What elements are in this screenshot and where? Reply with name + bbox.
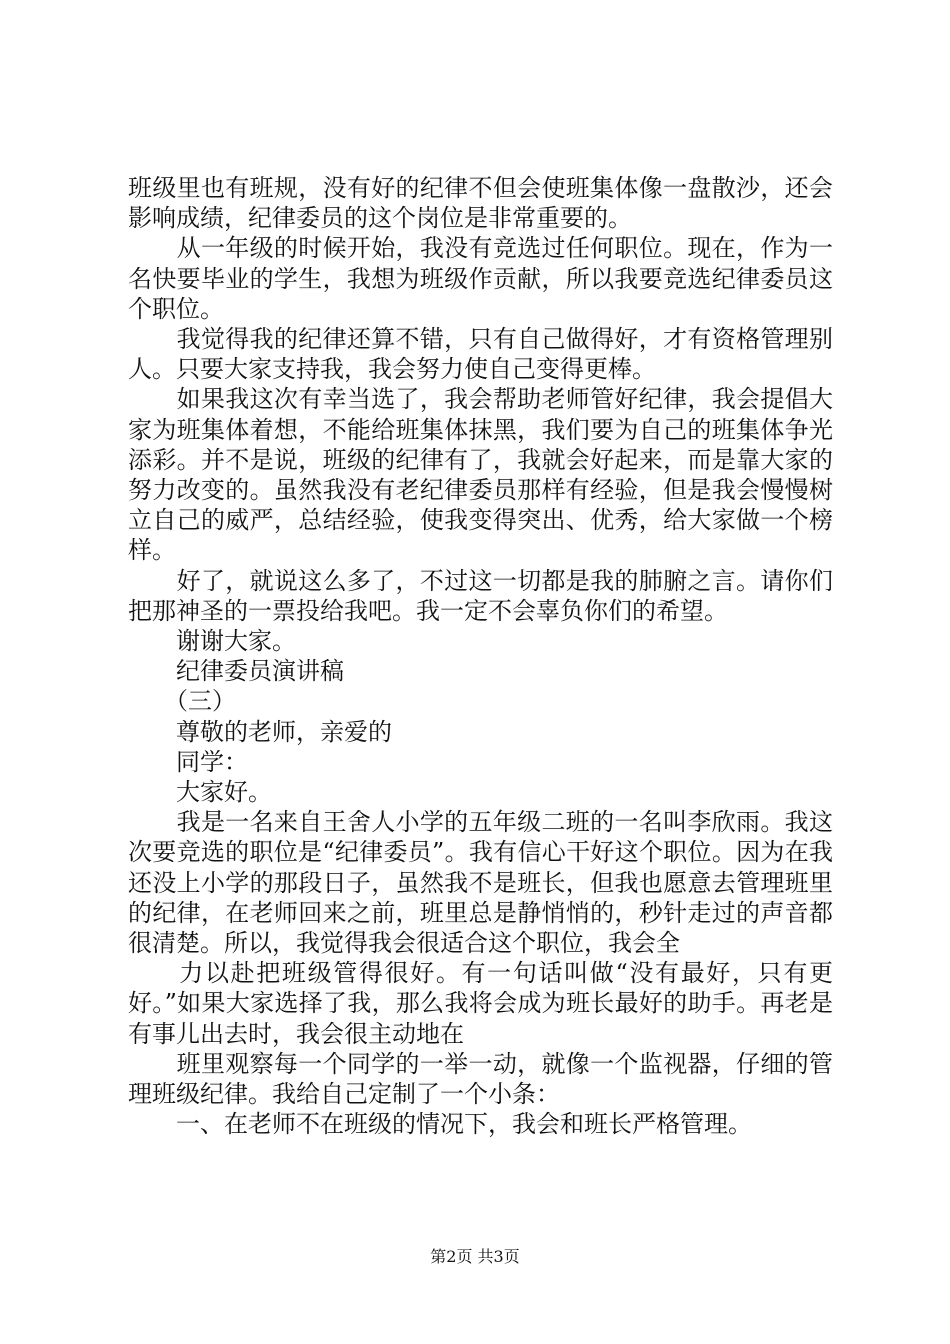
paragraph-7: 纪律委员演讲稿 [128, 657, 344, 686]
paragraph-2: 从一年级的时候开始，我没有竞选过任何职位。现在，作为一名快要毕业的学生，我想为班级作贡献，所以我要竞选纪律委员这个职位。 [128, 234, 833, 323]
paragraph-4: 如果我这次有幸当选了，我会帮助老师管好纪律，我会提倡大家为班集体着想，不能给班集体抹黑，我们要为自己的班集体争光添彩。并不是说，班级的纪律有了，我就会好起来，而是靠大家的努力改变的。虽然我没有老纪律委员那样有经验，但是我会慢慢树立自己的威严，总结经验，使我变得突出、优秀，给大家做一个榜样。 [128, 385, 833, 565]
paragraph-5: 好了，就说这么多了，不过这一切都是我的肺腑之言。请你们把那神圣的一票投给我吧。我一定不会辜负你们的希望。 [128, 566, 833, 625]
paragraph-14: 班里观察每一个同学的一举一动，就像一个监视器，仔细的管理班级纪律。我给自己定制了一个小条： [128, 1049, 833, 1109]
page-number-footer: 第2页 共3页 [430, 1247, 520, 1266]
paragraph-15: 一、在老师不在班级的情况下，我会和班长严格管理。 [128, 1110, 752, 1139]
paragraph-11: 大家好。 [128, 778, 272, 807]
paragraph-12: 我是一名来自王舍人小学的五年级二班的一名叫李欣雨。我这次要竞选的职位是“纪律委员”。我有信心干好这个职位。因为在我还没上小学的那段日子，虽然我不是班长，但我也愿意去管理班里的纪律，在老师回来之前，班里总是静悄悄的，秒针走过的声音都很清楚。所以，我觉得我会很适合这个职位，我会全 [128, 808, 833, 958]
paragraph-3: 我觉得我的纪律还算不错，只有自己做得好，才有资格管理别人。只要大家支持我，我会努力使自己变得更棒。 [128, 325, 833, 384]
paragraph-10: 同学： [128, 747, 248, 776]
paragraph-8: （三） [128, 687, 236, 716]
paragraph-6: 谢谢大家。 [128, 627, 296, 656]
paragraph-1: 班级里也有班规，没有好的纪律不但会使班集体像一盘散沙，还会影响成绩，纪律委员的这个岗位是非常重要的。 [128, 174, 833, 233]
paragraph-13: 力以赴把班级管得很好。有一句话叫做“没有最好，只有更好。”如果大家选择了我，那么我将会成为班长最好的助手。再老是有事儿出去时，我会很主动地在 [128, 959, 833, 1048]
document-body [128, 173, 833, 1140]
paragraph-9: 尊敬的老师，亲爱的 [128, 717, 392, 746]
